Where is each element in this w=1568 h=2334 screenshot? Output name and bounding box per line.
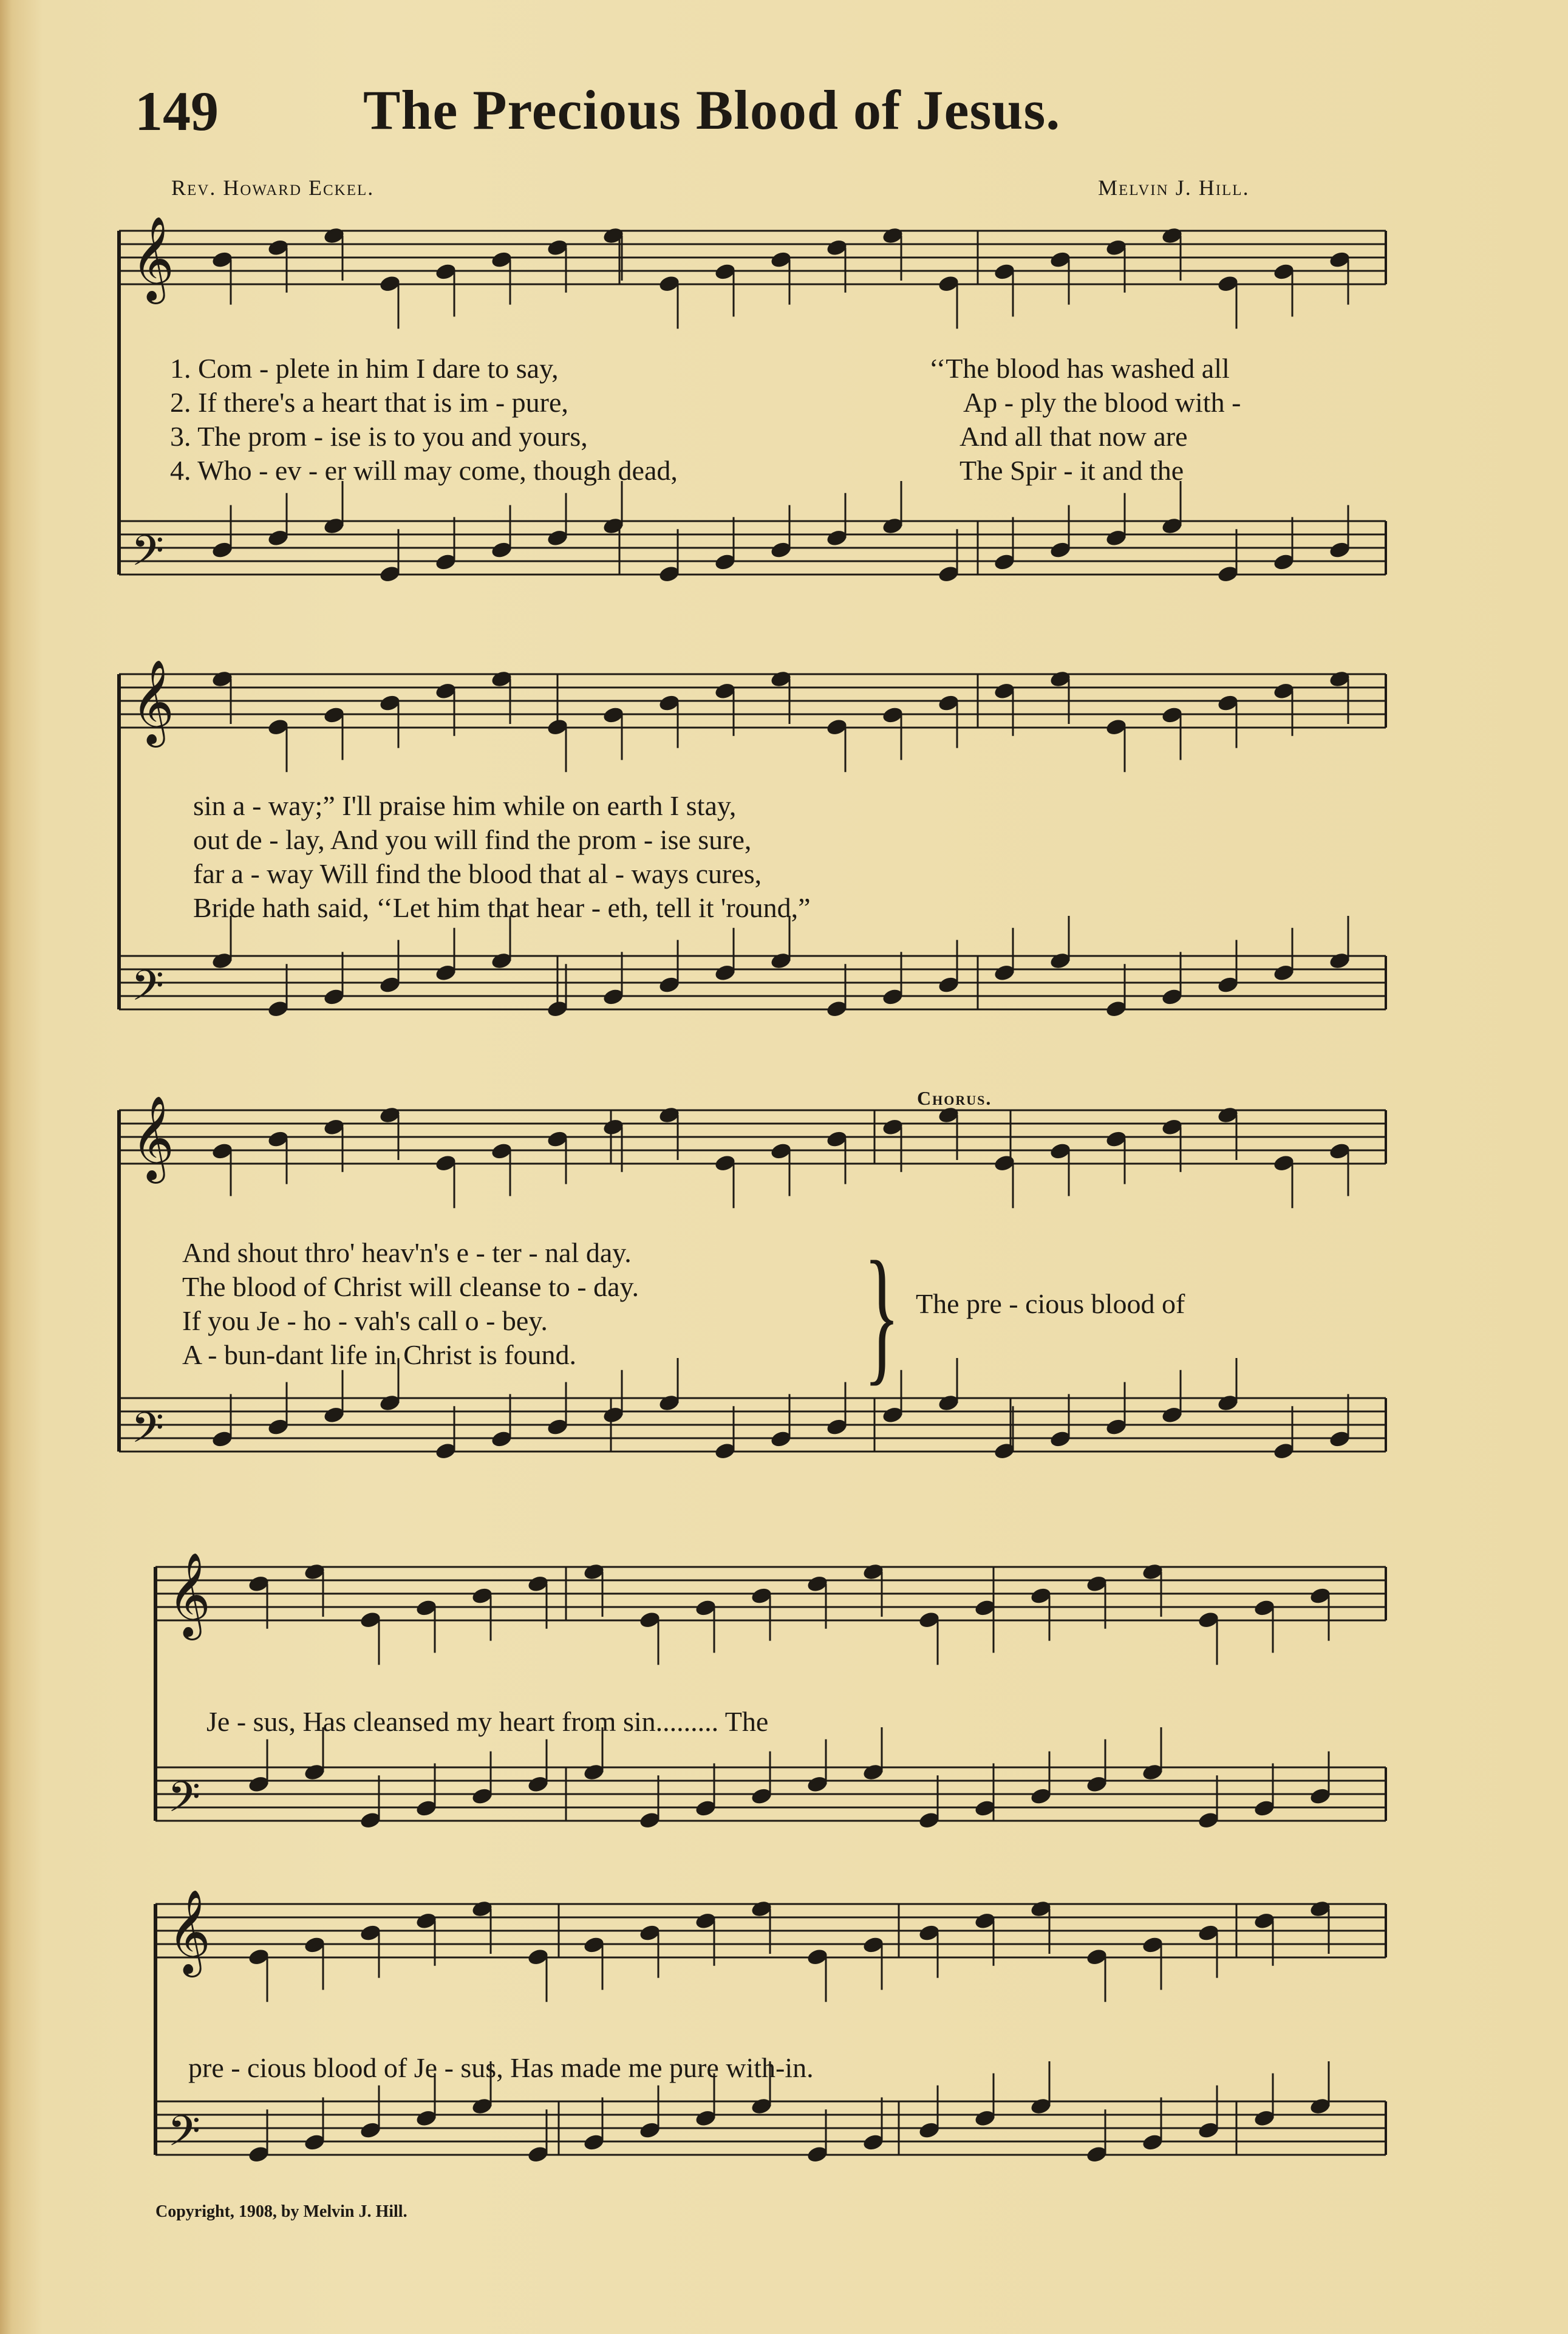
composer-credit: Melvin J. Hill. — [1098, 176, 1250, 200]
treble-clef: 𝄞 — [168, 1889, 211, 1974]
lyric-s1-v1-right: ‘‘The blood has washed all — [929, 353, 1230, 384]
lyric-s1-v2: 2. If there's a heart that is im - pure, — [170, 387, 568, 418]
hymn-number: 149 — [135, 80, 219, 142]
lyric-s3-v1: And shout thro' heav'n's e - ter - nal day. — [182, 1237, 632, 1268]
bass-clef: 𝄢 — [131, 1403, 165, 1462]
bass-clef: 𝄢 — [131, 961, 165, 1020]
chorus-lyric-2: Je - sus, Has cleansed my heart from sin......... The — [206, 1706, 769, 1737]
bass-clef: 𝄢 — [168, 1772, 201, 1832]
lyric-s1-v3: 3. The prom - ise is to you and yours, — [170, 421, 588, 452]
treble-clef: 𝄞 — [131, 1096, 174, 1180]
lyric-s3-v4: A - bun-dant life in Christ is found. — [182, 1339, 577, 1370]
bass-clef: 𝄢 — [168, 2106, 201, 2166]
chorus-label: Chorus. — [917, 1087, 992, 1109]
chorus-lyric-1: The pre - cious blood of — [916, 1288, 1185, 1319]
treble-clef: 𝄞 — [131, 216, 174, 301]
bass-clef: 𝄢 — [131, 526, 165, 585]
chorus-lyric-3: pre - cious blood of Je - sus, Has made me pure with-in. — [188, 2052, 814, 2083]
verse-brace: } — [864, 1230, 900, 1399]
hymn-title: The Precious Blood of Jesus. — [363, 79, 1061, 141]
lyric-s1-v4: 4. Who - ev - er will may come, though dead, — [170, 455, 678, 486]
treble-clef: 𝄞 — [131, 660, 174, 744]
lyric-s2-v3: far a - way Will find the blood that al - ways cures, — [193, 858, 762, 889]
lyric-s3-v3: If you Je - ho - vah's call o - bey. — [182, 1305, 548, 1336]
lyric-s2-v4: Bride hath said, ‘‘Let him that hear - eth, tell it 'round,” — [193, 892, 811, 923]
lyric-s1-v1: 1. Com - plete in him I dare to say, — [170, 353, 559, 384]
author-credit: Rev. Howard Eckel. — [171, 176, 375, 200]
lyric-s1-v4-right: The Spir - it and the — [960, 455, 1184, 486]
lyric-s1-v3-right: And all that now are — [960, 421, 1188, 452]
lyric-s2-v1: sin a - way;” I'll praise him while on earth I stay, — [193, 790, 737, 821]
copyright-notice: Copyright, 1908, by Melvin J. Hill. — [155, 2202, 407, 2221]
lyric-s3-v2: The blood of Christ will cleanse to - day. — [182, 1271, 639, 1302]
lyric-s1-v2-right: Ap - ply the blood with - — [963, 387, 1241, 418]
treble-clef: 𝄞 — [168, 1552, 211, 1637]
lyric-s2-v2: out de - lay, And you will find the prom - ise sure, — [193, 824, 752, 855]
